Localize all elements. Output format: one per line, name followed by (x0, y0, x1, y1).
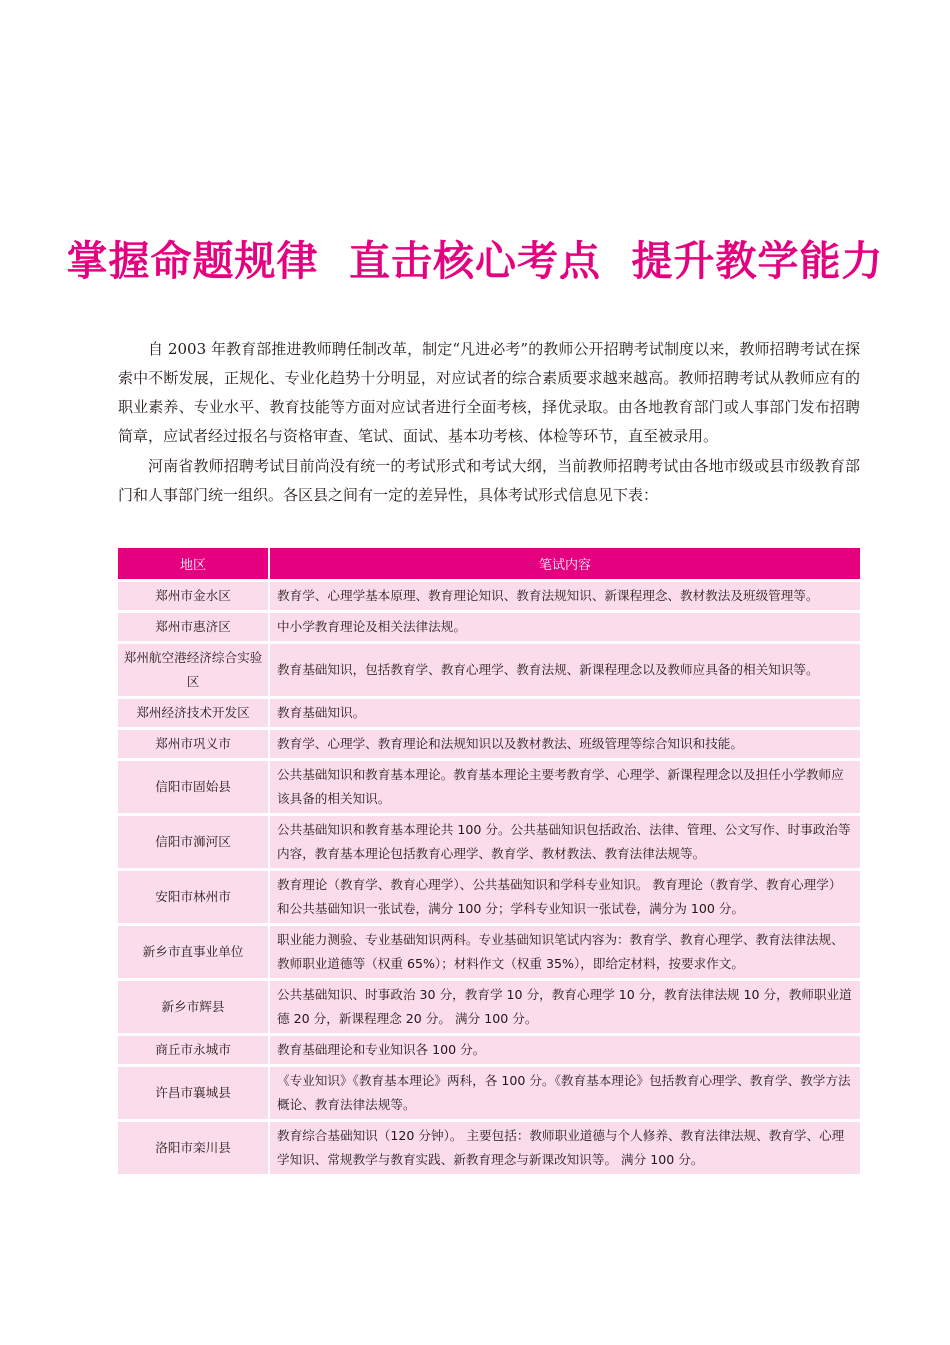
column-header-region: 地区 (118, 548, 269, 581)
region-cell: 信阳市固始县 (118, 760, 269, 815)
exam-format-table (118, 548, 860, 1177)
exam-content-cell: 教育学、心理学、教育理论和法规知识以及教材教法、班级管理等综合知识和技能。 (269, 729, 860, 760)
table-row (118, 643, 860, 698)
region-cell: 郑州市金水区 (118, 581, 269, 612)
region-cell: 郑州经济技术开发区 (118, 698, 269, 729)
table-row (118, 612, 860, 643)
region-cell: 信阳市浉河区 (118, 815, 269, 870)
region-cell: 郑州航空港经济综合实验区 (118, 643, 269, 698)
page-title: 掌握命题规律 直击核心考点 提升教学能力 (66, 237, 884, 285)
exam-content-cell: 公共基础知识和教育基本理论共 100 分。公共基础知识包括政治、法律、管理、公文写作、时事政治等内容，教育基本理论包括教育心理学、教育学、教材教法、教育法律法规等。 (269, 815, 860, 870)
region-cell: 郑州市惠济区 (118, 612, 269, 643)
table-header-row (118, 548, 860, 581)
exam-content-cell: 职业能力测验、专业基础知识两科。专业基础知识笔试内容为：教育学、教育心理学、教育法律法规、教师职业道德等（权重 65%）；材料作文（权重 35%），即给定材料，按要求作文。 (269, 925, 860, 980)
table-row (118, 925, 860, 980)
intro-text (118, 335, 860, 510)
region-cell: 洛阳市栾川县 (118, 1121, 269, 1176)
region-cell: 安阳市林州市 (118, 870, 269, 925)
region-cell: 新乡市直事业单位 (118, 925, 269, 980)
exam-content-cell: 《专业知识》《教育基本理论》两科，各 100 分。《教育基本理论》包括教育心理学、教育学、教学方法概论、教育法律法规等。 (269, 1066, 860, 1121)
table-row (118, 729, 860, 760)
table-row (118, 1035, 860, 1066)
exam-content-cell: 教育基础知识。 (269, 698, 860, 729)
exam-content-cell: 教育学、心理学基本原理、教育理论知识、教育法规知识、新课程理念、教材教法及班级管理等。 (269, 581, 860, 612)
table-row (118, 581, 860, 612)
table-row (118, 1066, 860, 1121)
exam-content-cell: 教育基础知识，包括教育学、教育心理学、教育法规、新课程理念以及教师应具备的相关知识等。 (269, 643, 860, 698)
table-row (118, 870, 860, 925)
table-row (118, 980, 860, 1035)
region-cell: 郑州市巩义市 (118, 729, 269, 760)
intro-paragraph: 河南省教师招聘考试目前尚没有统一的考试形式和考试大纲，当前教师招聘考试由各地市级或县市级教育部门和人事部门统一组织。各区县之间有一定的差异性，具体考试形式信息见下表： (118, 457, 860, 504)
region-cell: 新乡市辉县 (118, 980, 269, 1035)
table-row (118, 815, 860, 870)
exam-content-cell: 公共基础知识、时事政治 30 分，教育学 10 分，教育心理学 10 分，教育法律法规 10 分，教师职业道德 20 分，新课程理念 20 分。 满分 100 分。 (269, 980, 860, 1035)
exam-content-cell: 教育基础理论和专业知识各 100 分。 (269, 1035, 860, 1066)
table-row (118, 760, 860, 815)
table-row (118, 698, 860, 729)
table-row (118, 1121, 860, 1176)
region-cell: 商丘市永城市 (118, 1035, 269, 1066)
region-cell: 许昌市襄城县 (118, 1066, 269, 1121)
intro-paragraph: 自 2003 年教育部推进教师聘任制改革，制定“凡进必考”的教师公开招聘考试制度以来，教师招聘考试在探索中不断发展，正规化、专业化趋势十分明显，对应试者的综合素质要求越来越高。教师招聘考试从教师应有的职业素养、专业水平、教育技能等方面对应试者进行全面考核，择优录取。由各地教育部门或人事部门发布招聘简章，应试者经过报名与资格审查、笔试、面试、基本功考核、体检等环节，直至被录用。 (118, 340, 860, 445)
exam-content-cell: 教育理论（教育学、教育心理学）、公共基础知识和学科专业知识。 教育理论（教育学、教育心理学）和公共基础知识一张试卷，满分 100 分；学科专业知识一张试卷，满分为 100 分。 (269, 870, 860, 925)
exam-content-cell: 中小学教育理论及相关法律法规。 (269, 612, 860, 643)
exam-content-cell: 公共基础知识和教育基本理论。教育基本理论主要考教育学、心理学、新课程理念以及担任小学教师应该具备的相关知识。 (269, 760, 860, 815)
table-body (118, 581, 860, 1176)
column-header-content: 笔试内容 (269, 548, 860, 581)
exam-content-cell: 教育综合基础知识（120 分钟）。 主要包括：教师职业道德与个人修养、教育法律法规、教育学、心理学知识、常规教学与教育实践、新教育理念与新课改知识等。 满分 100 分。 (269, 1121, 860, 1176)
